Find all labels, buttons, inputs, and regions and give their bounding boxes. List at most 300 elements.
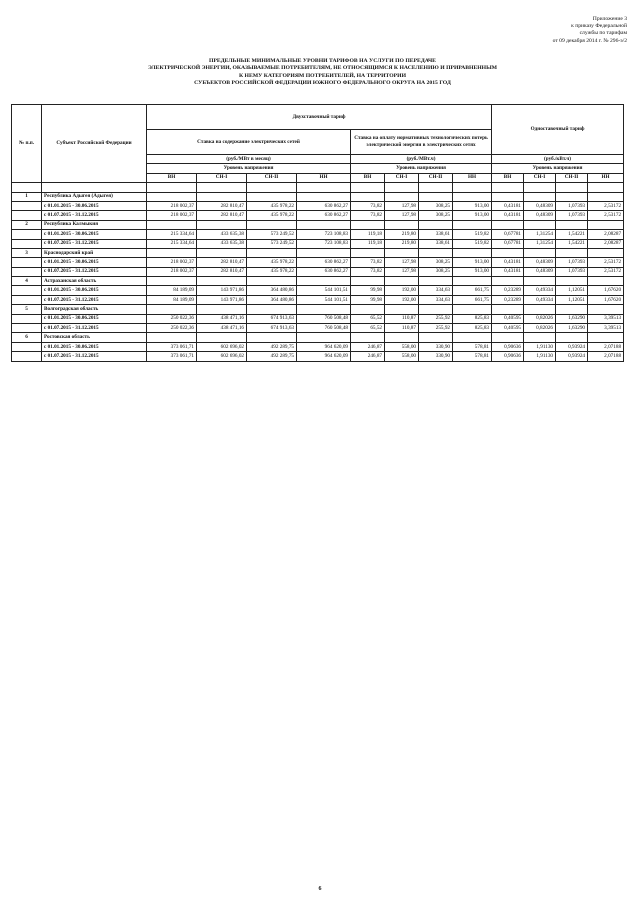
maintenance-value: 630 862,27 — [297, 201, 351, 210]
empty-cell — [297, 333, 351, 342]
spacer-cell — [588, 183, 624, 192]
region-number: 5 — [12, 305, 42, 314]
single-rate-value: 1,67620 — [588, 286, 624, 295]
maintenance-value: 760 508,48 — [297, 324, 351, 333]
single-rate-value: 0,67781 — [492, 230, 524, 239]
empty-cell — [12, 352, 42, 361]
maintenance-value: 282 810,47 — [197, 211, 247, 220]
single-rate-value: 0,43181 — [492, 211, 524, 220]
maintenance-value: 674 913,63 — [247, 324, 297, 333]
region-row — [12, 333, 624, 342]
maintenance-value: 723 108,83 — [297, 239, 351, 248]
empty-cell — [492, 333, 524, 342]
maintenance-value: 544 101,51 — [297, 295, 351, 304]
empty-cell — [385, 248, 419, 257]
single-rate-value: 0,90636 — [492, 352, 524, 361]
single-rate-value: 0,48309 — [524, 211, 556, 220]
level-header: НН — [588, 173, 624, 182]
table-row — [12, 258, 624, 267]
region-name: Республика Калмыкия — [42, 220, 147, 229]
spacer-cell — [385, 183, 419, 192]
empty-cell — [12, 342, 42, 351]
table-row — [12, 239, 624, 248]
level-header: СН-I — [524, 173, 556, 182]
empty-cell — [197, 333, 247, 342]
voltage-single: Уровень напряжения — [492, 164, 624, 173]
period-cell: с 01.01.2015 - 30.06.2015 — [42, 314, 147, 323]
table-body — [12, 192, 624, 361]
empty-cell — [297, 248, 351, 257]
losses-value: 308,25 — [419, 258, 453, 267]
empty-cell — [247, 277, 297, 286]
period-cell: с 01.07.2015 - 31.12.2015 — [42, 295, 147, 304]
single-rate-value: 1,54221 — [556, 230, 588, 239]
maintenance-value: 373 061,71 — [147, 342, 197, 351]
empty-cell — [524, 333, 556, 342]
period-cell: с 01.01.2015 - 30.06.2015 — [42, 342, 147, 351]
level-header: СН-I — [385, 173, 419, 182]
empty-cell — [419, 277, 453, 286]
losses-value: 661,75 — [453, 295, 492, 304]
losses-value: 255,92 — [419, 324, 453, 333]
maintenance-value: 218 002,37 — [147, 201, 197, 210]
single-rate-value: 0,82026 — [524, 324, 556, 333]
empty-cell — [453, 333, 492, 342]
maintenance-value: 674 913,63 — [247, 314, 297, 323]
losses-value: 110,87 — [385, 314, 419, 323]
losses-value: 99,98 — [351, 286, 385, 295]
spacer-cell — [42, 183, 147, 192]
maintenance-value: 364 480,86 — [247, 286, 297, 295]
empty-cell — [147, 277, 197, 286]
empty-cell — [147, 192, 197, 201]
empty-cell — [385, 305, 419, 314]
empty-cell — [351, 333, 385, 342]
losses-value: 578,81 — [453, 342, 492, 351]
level-header: ВН — [492, 173, 524, 182]
region-name: Республика Адыгея (Адыгея) — [42, 192, 147, 201]
spacer-cell — [297, 183, 351, 192]
maintenance-value: 435 978,22 — [247, 211, 297, 220]
table-header — [12, 105, 624, 193]
spacer-cell — [197, 183, 247, 192]
empty-cell — [147, 248, 197, 257]
empty-cell — [351, 220, 385, 229]
empty-cell — [588, 277, 624, 286]
appendix-line: от 09 декабря 2014 г. № 296-э/2 — [552, 37, 627, 44]
losses-value: 578,81 — [453, 352, 492, 361]
losses-value: 127,98 — [385, 267, 419, 276]
losses-value: 219,80 — [385, 239, 419, 248]
losses-value: 558,00 — [385, 342, 419, 351]
empty-cell — [297, 277, 351, 286]
maintenance-value: 282 810,47 — [197, 267, 247, 276]
losses-value: 65,52 — [351, 314, 385, 323]
empty-cell — [385, 333, 419, 342]
document-title — [95, 58, 550, 88]
empty-cell — [556, 305, 588, 314]
empty-cell — [524, 248, 556, 257]
header-two-part: Двухставочный тариф — [147, 105, 492, 130]
single-rate-value: 2,08287 — [588, 230, 624, 239]
maintenance-value: 282 810,47 — [197, 201, 247, 210]
single-rate-value: 2,53172 — [588, 211, 624, 220]
maintenance-value: 215 334,64 — [147, 230, 197, 239]
losses-value: 558,00 — [385, 352, 419, 361]
maintenance-value: 964 620,09 — [297, 352, 351, 361]
losses-value: 519,82 — [453, 230, 492, 239]
single-rate-value: 0,23289 — [492, 286, 524, 295]
single-rate-value: 1,67620 — [588, 295, 624, 304]
losses-value: 192,00 — [385, 286, 419, 295]
title-line: СУБЪЕКТОВ РОССИЙСКОЙ ФЕДЕРАЦИИ ЮЖНОГО ФЕДЕРАЛЬНОГО ОКРУГА НА 2015 ГОД — [194, 80, 451, 87]
single-rate-value: 0,40595 — [492, 324, 524, 333]
losses-value: 334,63 — [419, 286, 453, 295]
period-cell: с 01.07.2015 - 31.12.2015 — [42, 211, 147, 220]
maintenance-value: 433 635,38 — [197, 230, 247, 239]
spacer-cell — [147, 183, 197, 192]
single-rate-value: 0,82026 — [524, 314, 556, 323]
losses-value: 219,80 — [385, 230, 419, 239]
empty-cell — [453, 192, 492, 201]
losses-value: 99,98 — [351, 295, 385, 304]
spacer-cell — [247, 183, 297, 192]
empty-cell — [524, 305, 556, 314]
table-row — [12, 324, 624, 333]
table-row — [12, 201, 624, 210]
maintenance-value: 573 249,52 — [247, 230, 297, 239]
table-row — [12, 286, 624, 295]
level-header: ВН — [147, 173, 197, 182]
empty-cell — [147, 220, 197, 229]
empty-cell — [247, 305, 297, 314]
single-rate-value: 1,63290 — [556, 324, 588, 333]
spacer-cell — [492, 183, 524, 192]
empty-cell — [524, 192, 556, 201]
single-rate-value: 0,90636 — [492, 342, 524, 351]
period-cell: с 01.01.2015 - 30.06.2015 — [42, 286, 147, 295]
single-rate-value: 1,31254 — [524, 230, 556, 239]
maintenance-value: 364 480,86 — [247, 295, 297, 304]
losses-value: 330,90 — [419, 352, 453, 361]
maintenance-value: 250 022,36 — [147, 324, 197, 333]
empty-cell — [297, 220, 351, 229]
spacer-cell — [351, 183, 385, 192]
maintenance-value: 218 002,37 — [147, 211, 197, 220]
table-row — [12, 230, 624, 239]
header-losses: Ставка на оплату нормативных технологических потерь электрической энергии в электрических сетях — [351, 130, 492, 155]
level-header: СН-II — [556, 173, 588, 182]
single-rate-value: 1,12051 — [556, 295, 588, 304]
losses-value: 913,00 — [453, 211, 492, 220]
losses-value: 65,52 — [351, 324, 385, 333]
period-cell: с 01.07.2015 - 31.12.2015 — [42, 352, 147, 361]
empty-cell — [419, 305, 453, 314]
empty-cell — [147, 305, 197, 314]
empty-cell — [419, 220, 453, 229]
losses-value: 73,82 — [351, 211, 385, 220]
table-row — [12, 352, 624, 361]
single-rate-value: 0,40595 — [492, 314, 524, 323]
single-rate-value: 0,48309 — [524, 258, 556, 267]
single-rate-value: 1,63290 — [556, 314, 588, 323]
maintenance-value: 723 108,83 — [297, 230, 351, 239]
single-rate-value: 0,43181 — [492, 267, 524, 276]
appendix-line: к приказу Федеральной — [571, 23, 627, 30]
empty-cell — [247, 220, 297, 229]
title-line: ЭЛЕКТРИЧЕСКОЙ ЭНЕРГИИ, ОКАЗЫВАЕМЫЕ ПОТРЕБИТЕЛЯМ, НЕ ОТНОСЯЩИМСЯ К НАСЕЛЕНИЮ И ПРИРАВНЕННЫМ — [147, 65, 498, 72]
region-row — [12, 248, 624, 257]
empty-cell — [12, 230, 42, 239]
empty-cell — [492, 192, 524, 201]
spacer-cell — [556, 183, 588, 192]
single-rate-value: 1,07393 — [556, 267, 588, 276]
empty-cell — [385, 192, 419, 201]
maintenance-value: 143 971,86 — [197, 295, 247, 304]
single-rate-value: 2,53172 — [588, 267, 624, 276]
single-rate-value: 2,08287 — [588, 239, 624, 248]
maintenance-value: 602 696,02 — [197, 352, 247, 361]
region-name: Волгоградская область — [42, 305, 147, 314]
empty-cell — [453, 248, 492, 257]
maintenance-value: 630 862,27 — [297, 258, 351, 267]
empty-cell — [197, 305, 247, 314]
empty-cell — [588, 192, 624, 201]
losses-value: 119,18 — [351, 239, 385, 248]
region-number: 6 — [12, 333, 42, 342]
maintenance-value: 282 810,47 — [197, 258, 247, 267]
losses-value: 192,00 — [385, 295, 419, 304]
empty-cell — [247, 248, 297, 257]
empty-cell — [351, 277, 385, 286]
header-maintenance: Ставка на содержание электрических сетей — [147, 130, 351, 155]
empty-cell — [385, 220, 419, 229]
empty-cell — [12, 258, 42, 267]
empty-cell — [492, 305, 524, 314]
single-rate-value: 0,93924 — [556, 352, 588, 361]
empty-cell — [297, 305, 351, 314]
maintenance-value: 215 334,64 — [147, 239, 197, 248]
region-row — [12, 220, 624, 229]
spacer-cell — [12, 183, 42, 192]
period-cell: с 01.07.2015 - 31.12.2015 — [42, 239, 147, 248]
voltage-maintenance: Уровень напряжения — [147, 164, 351, 173]
region-name: Краснодарский край — [42, 248, 147, 257]
maintenance-value: 573 249,52 — [247, 239, 297, 248]
empty-cell — [453, 220, 492, 229]
appendix-note — [553, 16, 627, 45]
empty-cell — [453, 277, 492, 286]
losses-value: 661,75 — [453, 286, 492, 295]
maintenance-value: 964 620,09 — [297, 342, 351, 351]
unit-single: (руб./кВт.ч) — [492, 155, 624, 164]
empty-cell — [12, 295, 42, 304]
empty-cell — [147, 333, 197, 342]
empty-cell — [12, 267, 42, 276]
single-rate-value: 1,91130 — [524, 352, 556, 361]
single-rate-value: 0,48309 — [524, 201, 556, 210]
spacer-cell — [524, 183, 556, 192]
losses-value: 246,87 — [351, 342, 385, 351]
maintenance-value: 438 471,16 — [197, 314, 247, 323]
region-number: 1 — [12, 192, 42, 201]
maintenance-value: 218 002,37 — [147, 258, 197, 267]
region-row — [12, 305, 624, 314]
losses-value: 127,98 — [385, 211, 419, 220]
maintenance-value: 435 978,22 — [247, 267, 297, 276]
empty-cell — [588, 248, 624, 257]
region-row — [12, 192, 624, 201]
table-row — [12, 211, 624, 220]
single-rate-value: 0,93924 — [556, 342, 588, 351]
losses-value: 913,00 — [453, 258, 492, 267]
losses-value: 119,18 — [351, 230, 385, 239]
header-num: № п.п. — [12, 105, 42, 183]
empty-cell — [385, 277, 419, 286]
empty-cell — [453, 305, 492, 314]
single-rate-value: 3,39513 — [588, 324, 624, 333]
losses-value: 73,82 — [351, 258, 385, 267]
maintenance-value: 84 189,09 — [147, 295, 197, 304]
empty-cell — [197, 220, 247, 229]
maintenance-value: 373 061,71 — [147, 352, 197, 361]
losses-value: 338,61 — [419, 239, 453, 248]
voltage-losses: Уровень напряжения — [351, 164, 492, 173]
unit-losses: (руб./МВт.ч) — [351, 155, 492, 164]
single-rate-value: 2,07188 — [588, 352, 624, 361]
level-header: НН — [297, 173, 351, 182]
table-row — [12, 295, 624, 304]
level-header: СН-II — [247, 173, 297, 182]
single-rate-value: 1,07393 — [556, 258, 588, 267]
empty-cell — [351, 248, 385, 257]
single-rate-value: 1,07393 — [556, 201, 588, 210]
table-row — [12, 342, 624, 351]
period-cell: с 01.01.2015 - 30.06.2015 — [42, 258, 147, 267]
empty-cell — [524, 220, 556, 229]
region-row — [12, 277, 624, 286]
maintenance-value: 438 471,16 — [197, 324, 247, 333]
losses-value: 913,00 — [453, 201, 492, 210]
single-rate-value: 0,49334 — [524, 286, 556, 295]
empty-cell — [419, 248, 453, 257]
empty-cell — [492, 248, 524, 257]
period-cell: с 01.07.2015 - 31.12.2015 — [42, 324, 147, 333]
losses-value: 73,82 — [351, 267, 385, 276]
empty-cell — [247, 333, 297, 342]
single-rate-value: 0,23289 — [492, 295, 524, 304]
empty-cell — [197, 192, 247, 201]
empty-cell — [247, 192, 297, 201]
losses-value: 73,82 — [351, 201, 385, 210]
spacer-cell — [453, 183, 492, 192]
empty-cell — [12, 286, 42, 295]
empty-cell — [351, 192, 385, 201]
losses-value: 246,87 — [351, 352, 385, 361]
region-number: 4 — [12, 277, 42, 286]
single-rate-value: 1,31254 — [524, 239, 556, 248]
period-cell: с 01.07.2015 - 31.12.2015 — [42, 267, 147, 276]
maintenance-value: 250 022,36 — [147, 314, 197, 323]
empty-cell — [12, 239, 42, 248]
losses-value: 825,83 — [453, 314, 492, 323]
empty-cell — [524, 277, 556, 286]
header-subject: Субъект Российской Федерации — [42, 105, 147, 183]
empty-cell — [197, 277, 247, 286]
single-rate-value: 1,07393 — [556, 211, 588, 220]
level-header: НН — [453, 173, 492, 182]
level-header: ВН — [351, 173, 385, 182]
maintenance-value: 492 289,75 — [247, 352, 297, 361]
empty-cell — [556, 277, 588, 286]
single-rate-value: 0,48309 — [524, 267, 556, 276]
empty-cell — [12, 211, 42, 220]
empty-cell — [588, 220, 624, 229]
maintenance-value: 492 289,75 — [247, 342, 297, 351]
empty-cell — [588, 333, 624, 342]
header-single: Одноставочный тариф — [492, 105, 624, 155]
title-line: К НЕМУ КАТЕГОРИЯМ ПОТРЕБИТЕЛЕЙ, НА ТЕРРИТОРИИ — [238, 72, 407, 79]
region-name: Астраханская область — [42, 277, 147, 286]
maintenance-value: 435 978,22 — [247, 258, 297, 267]
single-rate-value: 3,39513 — [588, 314, 624, 323]
single-rate-value: 1,91130 — [524, 342, 556, 351]
single-rate-value: 1,54221 — [556, 239, 588, 248]
maintenance-value: 544 101,51 — [297, 286, 351, 295]
maintenance-value: 630 862,27 — [297, 211, 351, 220]
empty-cell — [419, 333, 453, 342]
single-rate-value: 0,43181 — [492, 201, 524, 210]
losses-value: 110,87 — [385, 324, 419, 333]
single-rate-value: 2,07188 — [588, 342, 624, 351]
table-row — [12, 314, 624, 323]
empty-cell — [297, 192, 351, 201]
unit-maintenance: (руб./МВт в месяц) — [147, 155, 351, 164]
losses-value: 338,61 — [419, 230, 453, 239]
period-cell: с 01.01.2015 - 30.06.2015 — [42, 230, 147, 239]
empty-cell — [556, 333, 588, 342]
single-rate-value: 2,53172 — [588, 258, 624, 267]
region-name: Ростовская область — [42, 333, 147, 342]
single-rate-value: 0,43181 — [492, 258, 524, 267]
appendix-line: Приложение 3 — [592, 16, 627, 22]
maintenance-value: 760 508,48 — [297, 314, 351, 323]
level-header: СН-I — [197, 173, 247, 182]
maintenance-value: 433 635,38 — [197, 239, 247, 248]
losses-value: 825,83 — [453, 324, 492, 333]
tariff-table — [11, 104, 624, 362]
region-number: 2 — [12, 220, 42, 229]
empty-cell — [12, 201, 42, 210]
maintenance-value: 435 978,22 — [247, 201, 297, 210]
single-rate-value: 1,12051 — [556, 286, 588, 295]
empty-cell — [492, 220, 524, 229]
empty-cell — [556, 192, 588, 201]
empty-cell — [492, 277, 524, 286]
empty-cell — [12, 324, 42, 333]
period-cell: с 01.01.2015 - 30.06.2015 — [42, 201, 147, 210]
losses-value: 913,00 — [453, 267, 492, 276]
spacer-cell — [419, 183, 453, 192]
losses-value: 519,82 — [453, 239, 492, 248]
page-number: 6 — [318, 886, 322, 892]
maintenance-value: 218 002,37 — [147, 267, 197, 276]
maintenance-value: 143 971,86 — [197, 286, 247, 295]
maintenance-value: 84 189,09 — [147, 286, 197, 295]
region-number: 3 — [12, 248, 42, 257]
losses-value: 330,90 — [419, 342, 453, 351]
table-row — [12, 267, 624, 276]
